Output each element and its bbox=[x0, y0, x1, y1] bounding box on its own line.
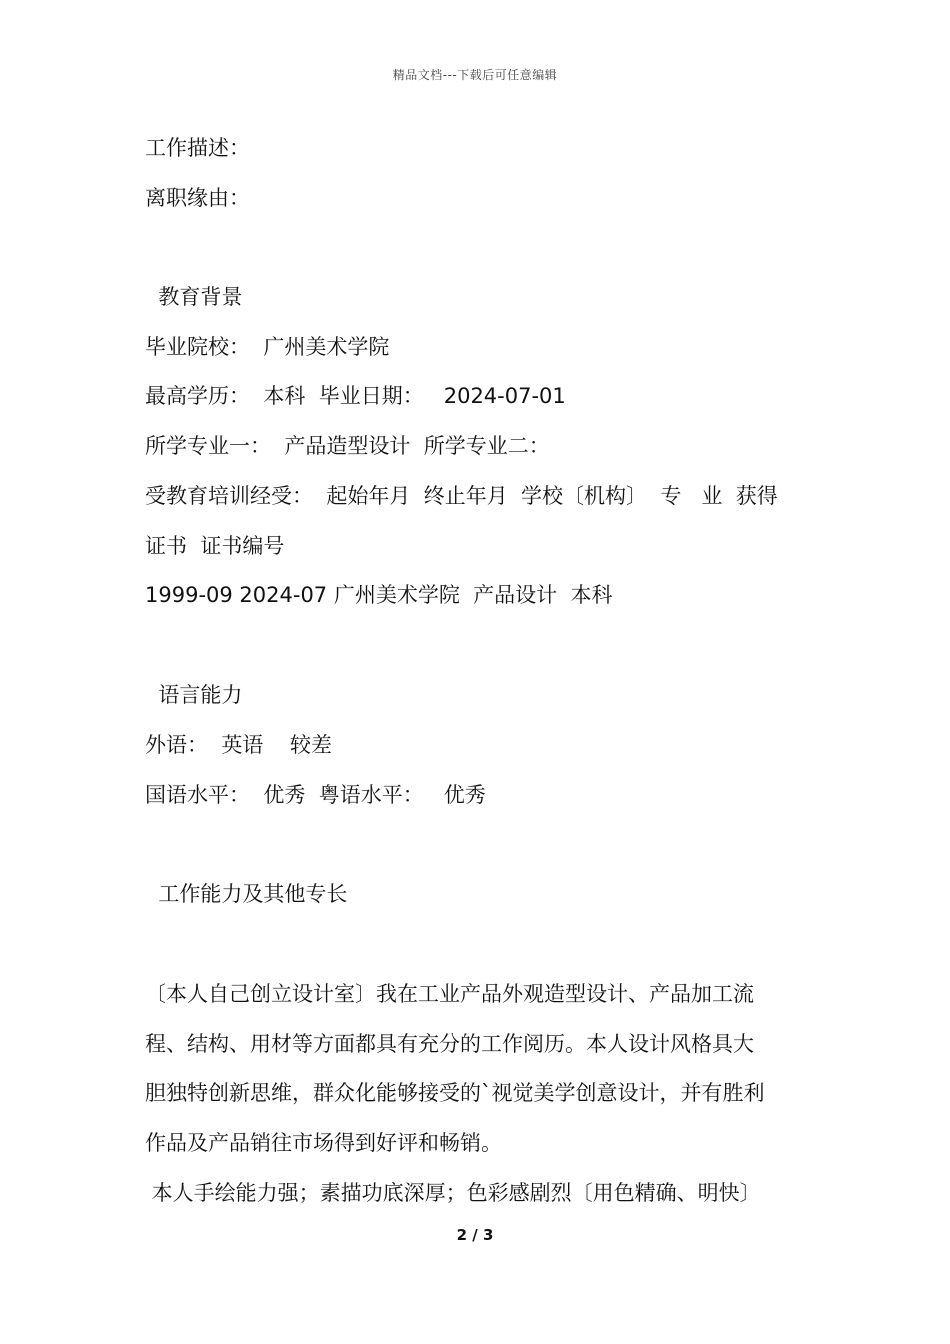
training-header-line: 受教育培训经受： 起始年月 终止年月 学校〔机构〕 专 业 获得 bbox=[145, 484, 778, 508]
paragraph-line: 本人手绘能力强；素描功底深厚；色彩感剧烈〔用色精确、明快〕 bbox=[145, 1181, 761, 1205]
education-section-title: 教育背景 bbox=[145, 285, 243, 309]
training-header-continued: 证书 证书编号 bbox=[145, 534, 285, 558]
skills-section-title: 工作能力及其他专长 bbox=[145, 882, 348, 906]
paragraph-line: 程、结构、用材等方面都具有充分的工作阅历。本人设计风格具大 bbox=[145, 1032, 754, 1056]
dialect-line: 国语水平： 优秀 粤语水平： 优秀 bbox=[145, 783, 486, 807]
page-number: 2 / 3 bbox=[456, 1226, 494, 1244]
foreign-language-line: 外语： 英语 较差 bbox=[145, 733, 333, 757]
school-line: 毕业院校： 广州美术学院 bbox=[145, 335, 390, 359]
paragraph-line: 胆独特创新思维，群众化能够接受的`视觉美学创意设计，并有胜利 bbox=[145, 1081, 765, 1105]
training-record: 1999-09 2024-07 广州美术学院 产品设计 本科 bbox=[145, 583, 613, 607]
language-section-title: 语言能力 bbox=[145, 683, 243, 707]
major-line: 所学专业一： 产品造型设计 所学专业二： bbox=[145, 434, 550, 458]
page-header: 精品文档---下载后可任意编辑 bbox=[392, 68, 558, 82]
leave-reason-label: 离职缘由： bbox=[145, 186, 250, 210]
work-description-label: 工作描述： bbox=[145, 136, 250, 160]
paragraph-line: 〔本人自己创立设计室〕我在工业产品外观造型设计、产品加工流 bbox=[145, 982, 754, 1006]
degree-line: 最高学历： 本科 毕业日期： 2024-07-01 bbox=[145, 384, 566, 408]
paragraph-line: 作品及产品销往市场得到好评和畅销。 bbox=[145, 1131, 502, 1155]
